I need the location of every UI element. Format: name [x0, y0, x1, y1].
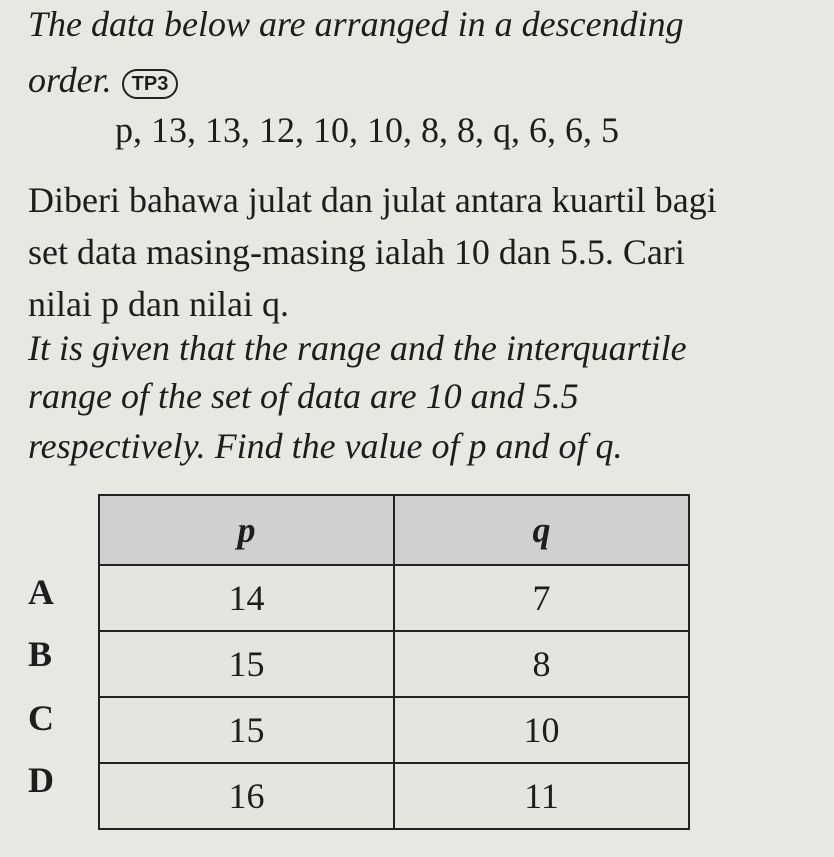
cell-p: 15 — [99, 697, 394, 763]
option-label-c[interactable]: C — [28, 698, 54, 738]
english-line-2: range of the set of data are 10 and 5.5 — [28, 376, 579, 416]
malay-line-1: Diberi bahawa julat dan julat antara kuartil bagi — [28, 180, 717, 220]
cell-p: 16 — [99, 763, 394, 829]
data-sequence: p, 13, 13, 12, 10, 10, 8, 8, q, 6, 6, 5 — [115, 110, 619, 150]
option-label-d[interactable]: D — [28, 760, 54, 800]
answer-table — [98, 494, 690, 830]
question-line-2-text: order. — [28, 60, 112, 100]
table-row — [99, 631, 689, 697]
cell-p: 15 — [99, 631, 394, 697]
cell-q: 11 — [394, 763, 689, 829]
option-label-a[interactable]: A — [28, 572, 54, 612]
tp-badge: TP3 — [122, 69, 179, 99]
question-line-1: The data below are arranged in a descending — [28, 4, 684, 44]
header-p: p — [99, 495, 394, 565]
table-row — [99, 565, 689, 631]
malay-line-3: nilai p dan nilai q. — [28, 284, 289, 324]
header-q: q — [394, 495, 689, 565]
cell-p: 14 — [99, 565, 394, 631]
option-label-b[interactable]: B — [28, 634, 53, 674]
table-header-row — [99, 495, 689, 565]
cell-q: 10 — [394, 697, 689, 763]
cell-q: 7 — [394, 565, 689, 631]
english-line-1: It is given that the range and the interquartile — [28, 328, 687, 368]
table-row — [99, 697, 689, 763]
english-line-3: respectively. Find the value of p and of q. — [28, 426, 623, 466]
question-line-2 — [28, 58, 178, 102]
malay-line-2: set data masing-masing ialah 10 dan 5.5. Cari — [28, 232, 685, 272]
table-row — [99, 763, 689, 829]
cell-q: 8 — [394, 631, 689, 697]
